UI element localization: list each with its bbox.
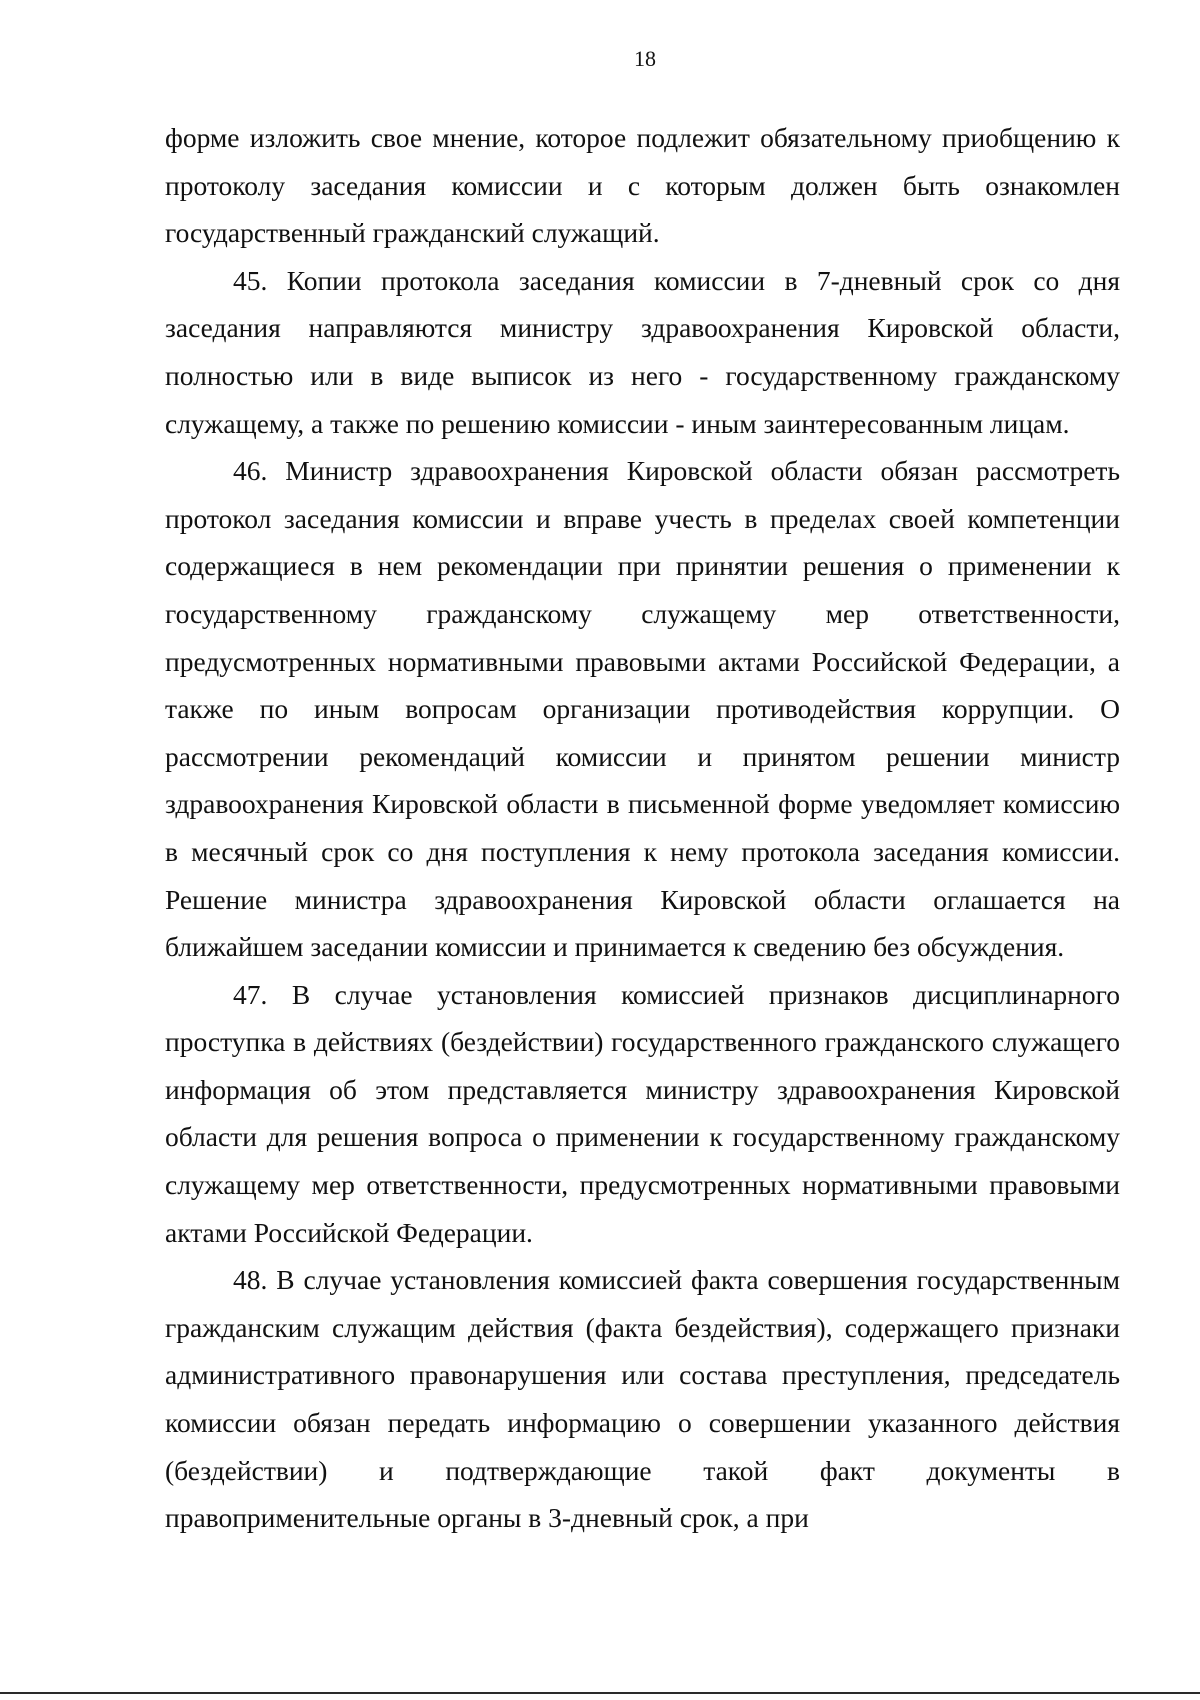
page-number: 18 [634, 46, 656, 71]
scan-bottom-edge [0, 1692, 1200, 1694]
paragraph-48: 48. В случае установления комиссией факта совершения государственным гражданским служащим действия (факта бездействия), содержащего признаки административного правонарушения или состава преступления, председатель комиссии обязан передать информацию о совершении указанного действия (бездействии) и подтверждающие такой факт документы в правоприменительные органы в 3-дневный срок, а при [165, 1264, 1120, 1534]
paragraph-47: 47. В случае установления комиссией признаков дисциплинарного проступка в действиях (бездействии) государственного гражданского служащего информация об этом представляется министру здравоохранения Кировской области для решения вопроса о применении к государственному гражданскому служащему мер ответственности, предусмотренных нормативными правовыми актами Российской Федерации. [165, 978, 1120, 1248]
document-body [165, 114, 1120, 1542]
paragraph-45: 45. Копии протокола заседания комиссии в 7-дневный срок со дня заседания направляются министру здравоохранения Кировской области, полностью или в виде выписок из него - государственному гражданскому служащему, а также по решению комиссии - иным заинтересованным лицам. [165, 264, 1120, 439]
paragraph-46: 46. Министр здравоохранения Кировской области обязан рассмотреть протокол заседания комиссии и вправе учесть в пределах своей компетенции содержащиеся в нем рекомендации при принятии решения о применении к государственному гражданскому служащему мер ответственности, предусмотренных нормативными правовыми актами Российской Федерации, а также по иным вопросам организации противодействия коррупции. О рассмотрении рекомендаций комиссии и принятом решении министр здравоохранения Кировской области в письменной форме уведомляет комиссию в месячный срок со дня поступления к нему протокола заседания комиссии. Решение министра здравоохранения Кировской области оглашается на ближайшем заседании комиссии и принимается к сведению без обсуждения. [165, 455, 1120, 963]
paragraph-continuation: форме изложить свое мнение, которое подлежит обязательному приобщению к протоколу заседания комиссии и с которым должен быть ознакомлен государственный гражданский служащий. [165, 122, 1120, 249]
